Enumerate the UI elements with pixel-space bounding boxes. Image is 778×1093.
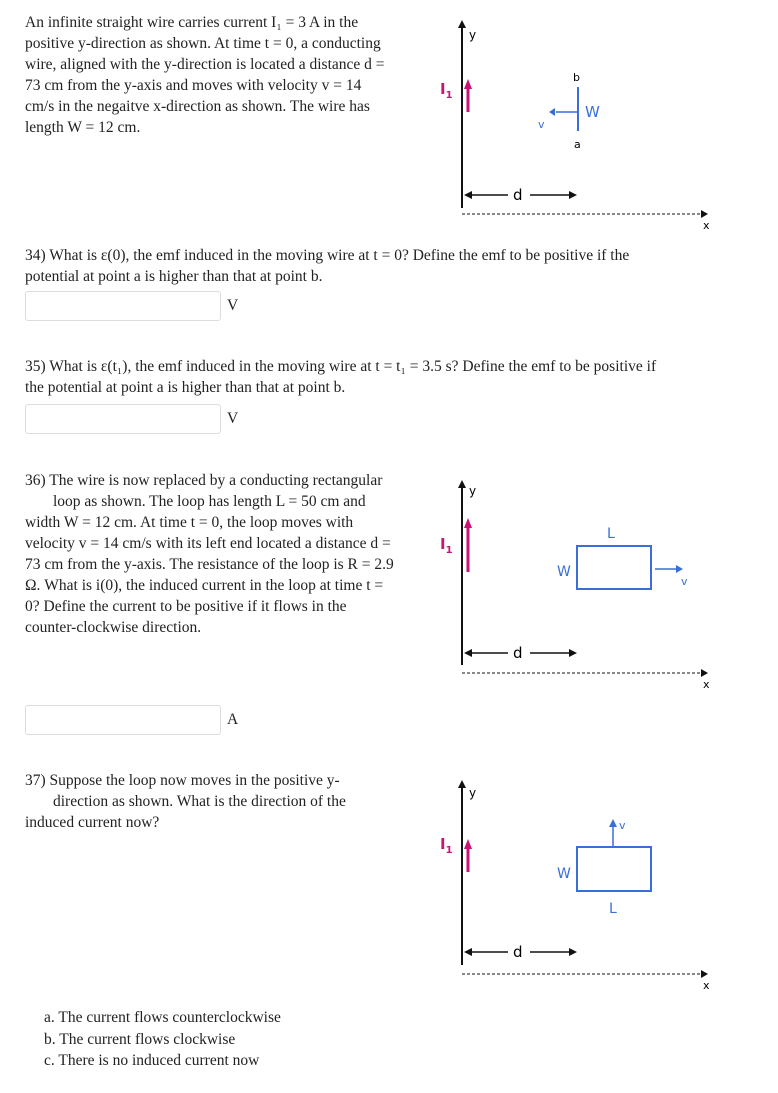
distance-arrowhead-left	[464, 191, 472, 199]
current-arrowhead	[464, 839, 472, 849]
choice-c[interactable]: c. There is no induced current now	[44, 1052, 260, 1069]
distance-arrowhead-left	[464, 948, 472, 956]
length-label: L	[609, 901, 617, 917]
choice-a[interactable]: a. The current flows counterclockwise	[44, 1009, 281, 1026]
q36-line: 0? Define the current to be positive if it flows in the	[25, 598, 347, 615]
velocity-label: v	[538, 118, 545, 131]
width-label: W	[585, 103, 600, 121]
y-axis-arrowhead	[458, 780, 466, 788]
q35-unit: V	[227, 410, 239, 427]
q36-unit: A	[227, 711, 239, 728]
velocity-arrowhead	[676, 565, 683, 573]
q34-unit: V	[227, 297, 239, 314]
current-label: $I_1$	[440, 535, 453, 556]
distance-arrowhead-right	[569, 948, 577, 956]
q37-line: 37) Suppose the loop now moves in the positive y-	[25, 772, 340, 789]
q36-line: loop as shown. The loop has length L = 50 cm and	[53, 493, 366, 510]
distance-label: d	[513, 644, 523, 662]
velocity-label: v	[619, 819, 626, 832]
intro-line: length W = 12 cm.	[25, 119, 141, 136]
q34-line: 34) What is ε(0), the emf induced in the moving wire at t = 0? Define the emf to be positive if the	[25, 247, 630, 264]
distance-arrowhead-right	[569, 191, 577, 199]
current-arrowhead	[464, 518, 472, 528]
intro-line: cm/s in the negaitve x-direction as shown. The wire has	[25, 98, 370, 115]
x-axis-label: x	[703, 219, 710, 232]
current-label: $I_1$	[440, 80, 453, 101]
current-arrowhead	[464, 79, 472, 89]
diagram-moving-wire	[0, 0, 778, 240]
velocity-label: v	[681, 575, 688, 588]
q37-line: direction as shown. What is the direction of the	[53, 793, 346, 810]
q36-line: 36) The wire is now replaced by a conducting rectangular	[25, 472, 383, 489]
conducting-loop	[577, 546, 651, 589]
q34-answer	[25, 291, 238, 321]
current-label: $I_1$	[440, 835, 453, 856]
intro-line: 73 cm from the y-axis and moves with velocity v = 14	[25, 77, 362, 94]
width-label: W	[557, 564, 571, 580]
x-axis-label: x	[703, 979, 710, 992]
y-axis-label: y	[469, 484, 477, 498]
q35-answer	[25, 404, 238, 434]
q37-line: induced current now?	[25, 814, 160, 831]
q34-line: potential at point a is higher than that at point b.	[25, 268, 323, 285]
q36-line: Ω. What is i(0), the induced current in the loop at time t =	[25, 577, 384, 594]
choice-b[interactable]: b. The current flows clockwise	[44, 1030, 236, 1048]
diagram-loop-moving-y	[0, 760, 778, 1000]
distance-arrowhead-left	[464, 649, 472, 657]
q37-choices	[44, 1007, 281, 1072]
length-label: L	[607, 526, 615, 542]
q36-line: counter-clockwise direction.	[25, 619, 202, 636]
intro-line: wire, aligned with the y-direction is located a distance d =	[25, 56, 385, 73]
q36-answer	[25, 705, 238, 735]
point-b-label: b	[573, 71, 580, 84]
intro-line: An infinite straight wire carries current I₁ = 3 A in the	[25, 14, 359, 31]
intro-line: positive y-direction as shown. At time t = 0, a conducting	[25, 35, 381, 52]
x-axis-arrowhead	[701, 970, 708, 978]
width-label: W	[557, 866, 571, 882]
q36-answer-input[interactable]	[25, 705, 221, 735]
velocity-arrowhead	[609, 819, 617, 827]
x-axis-arrowhead	[701, 669, 708, 677]
x-axis-label: x	[703, 678, 710, 691]
x-axis-arrowhead	[701, 210, 708, 218]
diagram-loop-moving-x	[0, 460, 778, 700]
y-axis-label: y	[469, 28, 477, 42]
point-a-label: a	[574, 138, 581, 151]
distance-label: d	[513, 943, 523, 961]
q35-line: 35) What is ε(t₁), the emf induced in the moving wire at t = t₁ = 3.5 s? Define the emf to be positive if	[25, 358, 657, 375]
distance-label: d	[513, 186, 523, 204]
question-35	[25, 356, 773, 398]
y-axis-label: y	[469, 786, 477, 800]
q36-line: width W = 12 cm. At time t = 0, the loop moves with	[25, 514, 354, 531]
q35-answer-input[interactable]	[25, 404, 221, 434]
q36-line: velocity v = 14 cm/s with its left end located a distance d =	[25, 535, 391, 552]
conducting-loop	[577, 847, 651, 891]
velocity-arrowhead	[549, 108, 555, 116]
y-axis-arrowhead	[458, 480, 466, 488]
q34-answer-input[interactable]	[25, 291, 221, 321]
q35-line: the potential at point a is higher than that at point b.	[25, 379, 346, 396]
question-34	[25, 245, 773, 287]
distance-arrowhead-right	[569, 649, 577, 657]
y-axis-arrowhead	[458, 20, 466, 28]
q36-line: 73 cm from the y-axis. The resistance of the loop is R = 2.9	[25, 556, 394, 573]
